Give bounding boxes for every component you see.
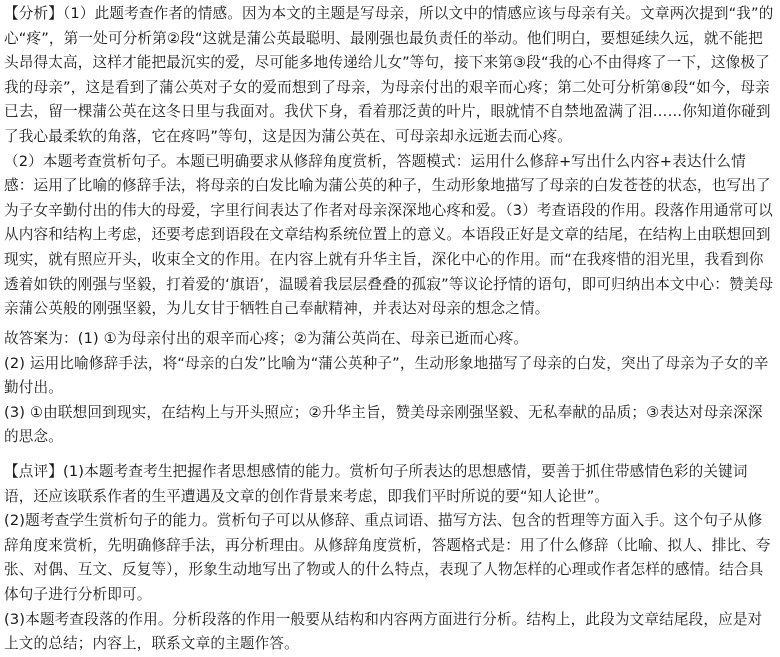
answer-section	[4, 327, 774, 450]
comment-paragraph-1: 【点评】(1)本题考查考生把握作者思想感情的能力。赏析句子所表达的思想感情，要善于抓住带感情色彩的关键词语，还应该联系作者的生平遭遇及文章的创作背景来考虑，即我们平时所说的要“知人论世”。	[4, 463, 748, 505]
analysis-paragraph-2: （2）本题考查赏析句子。本题已明确要求从修辞角度赏析，答题模式：运用什么修辞+写出什么内容+表达什么情感：运用了比喻的修辞手法，将母亲的白发比喻为蒲公英的种子，生动形象地描写了母亲的白发苍苍的状态，也写出了为子女辛勤付出的伟大的母爱，字里行间表达了作者对母亲深深地心疼和爱。（3）考查语段的作用。段落作用通常可以从内容和结构上考虑，还要考虑到语段在文章结构系统位置上的意义。本语段正好是文章的结尾，在结构上由联想回到现实，就有照应开头，收束全文的作用。在内容上就有升华主旨，深化中心的作用。而“在我疼惜的泪光里，我看到你透着如铁的刚强与坚毅，打着爱的‘旗语’，温暖着我层层叠叠的孤寂”等议论抒情的语句，即可归纳出本文中心：赞美母亲蒲公英般的刚强坚毅，为儿女甘于牺牲自己奉献精神，并表达对母亲的想念之情。	[4, 152, 774, 318]
comment-paragraph-2: (2)题考查学生赏析句子的能力。赏析句子可以从修辞、重点词语、描写方法、包含的哲理等方面入手。这个句子从修辞角度来赏析，先明确修辞手法，再分析理由。从修辞角度赏析，答题格式是：用了什么修辞（比喻、拟人、排比、夸张、对偶、互文、反复等），形象生动地写出了物或人的什么特点，表现了人物怎样的心理或作者怎样的感情。结合具体句子进行分析即可。	[4, 512, 771, 603]
answer-item-2: (2) 运用比喻修辞手法，将“母亲的白发”比喻为“蒲公英种子”，生动形象地描写了母亲的白发，突出了母亲为子女的辛勤付出。	[4, 354, 769, 397]
answer-item-3: (3) ①由联想回到现实，在结构上与开头照应；②升华主旨，赞美母亲刚强坚毅、无私奉献的品质；③表达对母亲深深的思念。	[4, 403, 763, 446]
analysis-paragraph-1: 【分析】（1）此题考查作者的情感。因为本文的主题是写母亲，所以文中的情感应该与母亲有关。文章两次提到“我”的心“疼”，第一处可分析第②段“这就是蒲公英最聪明、最刚强也最负责任的举动。他们明白，要想延续久远，就不能把头昂得太高，这样才能把最沉实的爱，尽可能多地传递给儿女”等句，接下来第③段“我的心不由得疼了一下，这像极了我的母亲”，这是看到了蒲公英对子女的爱而想到了母亲，为母亲付出的艰辛而心疼；第二处可分析第⑧段“如今，母亲已去，留一棵蒲公英在这冬日里与我面对。我伏下身，看着那泛黄的叶片，眼就情不自禁地盈满了泪……你知道你碰到了我心最柔软的角落，它在疼吗”等句，这是因为蒲公英在、可母亲却永远逝去而心疼。	[4, 5, 774, 145]
comment-paragraph-3: (3)本题考查段落的作用。分析段落的作用一般要从结构和内容两方面进行分析。结构上，此段为文章结尾段，应是对上文的总结；内容上，联系文章的主题作答。	[4, 610, 763, 653]
analysis-section	[4, 2, 774, 322]
answer-intro: 故答案为：(1) ①为母亲付出的艰辛而心疼；②为蒲公英尚在、母亲已逝而心疼。	[4, 330, 529, 347]
comment-section	[4, 460, 774, 657]
